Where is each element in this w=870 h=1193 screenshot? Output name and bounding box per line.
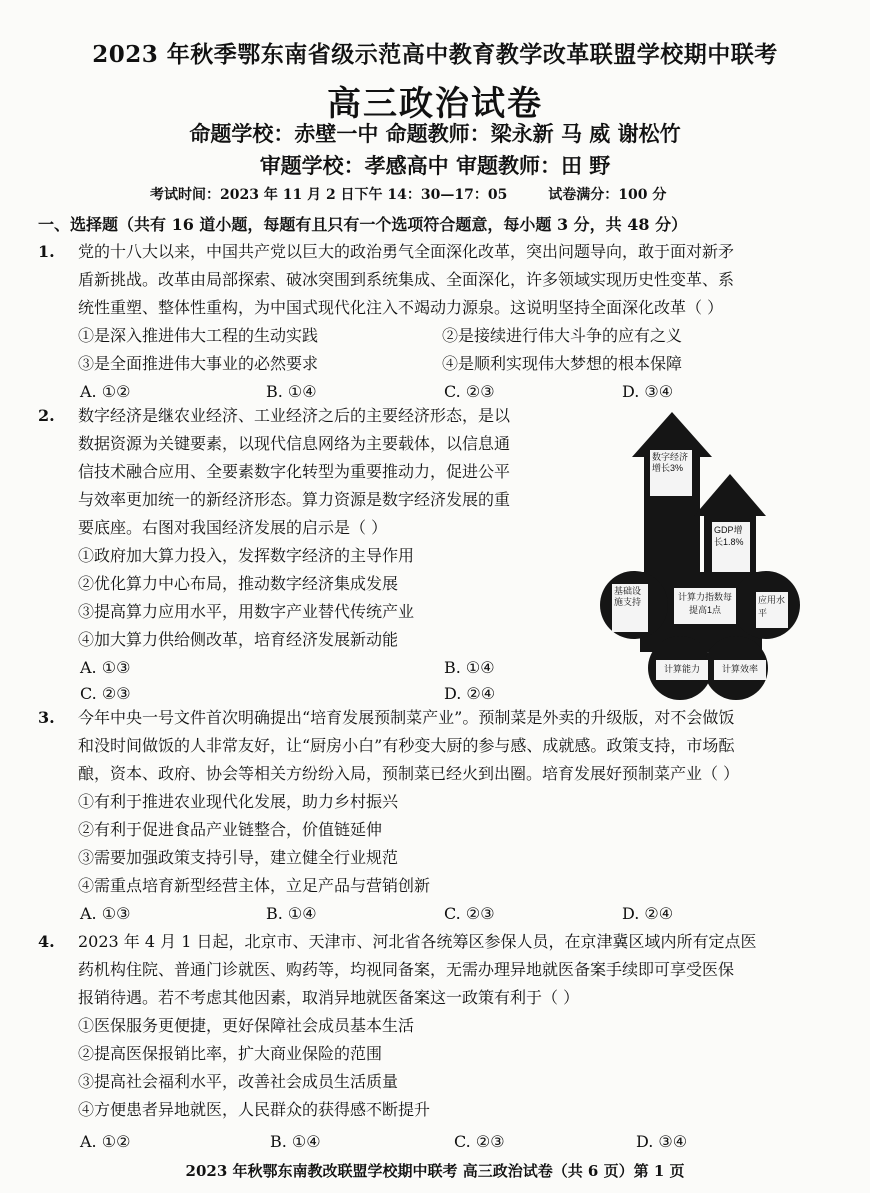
- answer-choice-c: C. ②③: [444, 382, 495, 401]
- section-heading: 一、选择题（共有 16 道小题，每题有且只有一个选项符合题意，每小题 3 分，共 48 分）: [38, 215, 688, 234]
- efficiency-label: 计算效率: [721, 664, 758, 674]
- question-number: 1.: [38, 242, 55, 261]
- reviewers-line: 审题学校：孝感高中 审题教师：田 野: [259, 153, 611, 178]
- statement-option: ①政府加大算力投入，发挥数字经济的主导作用: [78, 546, 415, 565]
- question-stem-line: 盾新挑战。改革由局部探索、破冰突围到系统集成、全面深化，许多领域实现历史性变革、系: [78, 270, 735, 289]
- statement-option: ③提高社会福利水平，改善社会成员生活质量: [78, 1072, 399, 1091]
- question-number: 2.: [38, 406, 55, 425]
- question-stem-line: 数字经济是继农业经济、工业经济之后的主要经济形态，是以: [78, 406, 511, 425]
- answer-choice-d: D. ③④: [622, 382, 674, 401]
- question-1: [38, 238, 838, 408]
- statement-option: ④需重点培育新型经营主体，立足产品与营销创新: [78, 876, 431, 895]
- paper-subject-title: 高三政治试卷: [327, 84, 543, 124]
- statement-option: ②优化算力中心布局，推动数字经济集成发展: [78, 574, 399, 593]
- question-stem-line: 信技术融合应用、全要素数字化转型为重要推动力，促进公平: [78, 462, 511, 481]
- question-stem-line: 酿，资本、政府、协会等相关方纷纷入局，预制菜已经火到出圈。培育发展好预制菜产业（ ）: [78, 764, 740, 783]
- question-stem-line: 报销待遇。若不考虑其他因素，取消异地就医备案这一政策有利于（ ）: [78, 988, 580, 1007]
- statement-option: ①医保服务更便捷，更好保障社会成员基本生活: [78, 1016, 415, 1035]
- answer-choice-a: A. ①③: [80, 658, 131, 677]
- statement-option: ③是全面推进伟大事业的必然要求: [78, 354, 319, 373]
- statement-option: ③需要加强政策支持引导，建立健全行业规范: [78, 848, 399, 867]
- answer-choice-d: D. ②④: [622, 904, 674, 923]
- question-2: [38, 402, 578, 702]
- question-stem-line: 2023 年 4 月 1 日起，北京市、天津市、河北省各统筹区参保人员，在京津冀区域内所有定点医: [78, 932, 757, 951]
- question-stem-line: 党的十八大以来，中国共产党以巨大的政治勇气全面深化改革，突出问题导向，敢于面对新矛: [78, 242, 735, 261]
- application-label: 应用水平: [758, 595, 786, 618]
- answer-choice-c: C. ②③: [454, 1132, 505, 1151]
- answer-choice-d: D. ②④: [444, 684, 496, 703]
- answer-choice-b: B. ①④: [270, 1132, 321, 1151]
- question-stem-line: 要底座。右图对我国经济发展的启示是（ ）: [78, 518, 388, 537]
- question-stem-line: 与效率更加统一的新经济形态。算力资源是数字经济发展的重: [78, 490, 511, 509]
- question-stem-line: 和没时间做饭的人非常友好，让“厨房小白”有秒变大厨的参与感、成就感。政策支持，市场酝: [78, 736, 735, 755]
- statement-option: ②提高医保报销比率，扩大商业保险的范围: [78, 1044, 383, 1063]
- statement-option: ②有利于促进食品产业链整合，价值链延伸: [78, 820, 383, 839]
- exam-info: [150, 184, 702, 204]
- exam-time: 考试时间：2023 年 11 月 2 日下午 14：30—17：05: [150, 187, 508, 203]
- question-stem-line: 药机构住院、普通门诊就医、购药等，均视同备案，无需办理异地就医备案手续即可享受医保: [78, 960, 735, 979]
- full-score: 试卷满分：100 分: [548, 187, 667, 203]
- answer-choice-a: A. ①②: [80, 1132, 131, 1151]
- infrastructure-label: 基础设施支持: [614, 586, 642, 607]
- question-number: 4.: [38, 932, 55, 951]
- statement-option: ④加大算力供给侧改革，培育经济发展新动能: [78, 630, 399, 649]
- question-stem-line: 数据资源为关键要素，以现代信息网络为主要载体，以信息通: [78, 434, 511, 453]
- question-3: [38, 704, 838, 924]
- page-footer: 2023 年秋鄂东南教改联盟学校期中联考 高三政治试卷（共 6 页）第 1 页: [185, 1162, 685, 1180]
- capability-label: 计算能力: [663, 664, 700, 674]
- authors-line: 命题学校：赤壁一中 命题教师：梁永新 马 威 谢松竹: [189, 121, 681, 146]
- answer-choice-b: B. ①④: [266, 382, 317, 401]
- statement-option: ②是接续进行伟大斗争的应有之义: [442, 326, 683, 345]
- answer-choice-a: A. ①③: [80, 904, 131, 923]
- answer-choice-c: C. ②③: [80, 684, 131, 703]
- question-stem-line: 今年中央一号文件首次明确提出“培育发展预制菜产业”。预制菜是外卖的升级版，对不会做饭: [78, 708, 735, 727]
- digital-economy-label: 数字经济增长3%: [652, 452, 689, 473]
- answer-choice-b: B. ①④: [266, 904, 317, 923]
- answer-choice-b: B. ①④: [444, 658, 495, 677]
- computing-power-figure: [600, 412, 800, 702]
- statement-option: ④方便患者异地就医，人民群众的获得感不断提升: [78, 1100, 431, 1119]
- answer-choice-d: D. ③④: [636, 1132, 688, 1151]
- answer-choice-c: C. ②③: [444, 904, 495, 923]
- statement-option: ①有利于推进农业现代化发展，助力乡村振兴: [78, 792, 399, 811]
- statement-option: ④是顺利实现伟大梦想的根本保障: [442, 354, 683, 373]
- answer-choice-a: A. ①②: [80, 382, 131, 401]
- question-4: [38, 928, 838, 1158]
- statement-option: ①是深入推进伟大工程的生动实践: [78, 326, 319, 345]
- question-stem-line: 统性重塑、整体性重构，为中国式现代化注入不竭动力源泉。这说明坚持全面深化改革（ ）: [78, 298, 724, 317]
- statement-option: ③提高算力应用水平，用数字产业替代传统产业: [78, 602, 415, 621]
- center-label: 计算力指数每提高1点: [677, 592, 732, 615]
- exam-title: 2023 年秋季鄂东南省级示范高中教育教学改革联盟学校期中联考: [92, 41, 778, 68]
- gdp-label: GDP增长1.8%: [714, 525, 744, 547]
- question-number: 3.: [38, 708, 55, 727]
